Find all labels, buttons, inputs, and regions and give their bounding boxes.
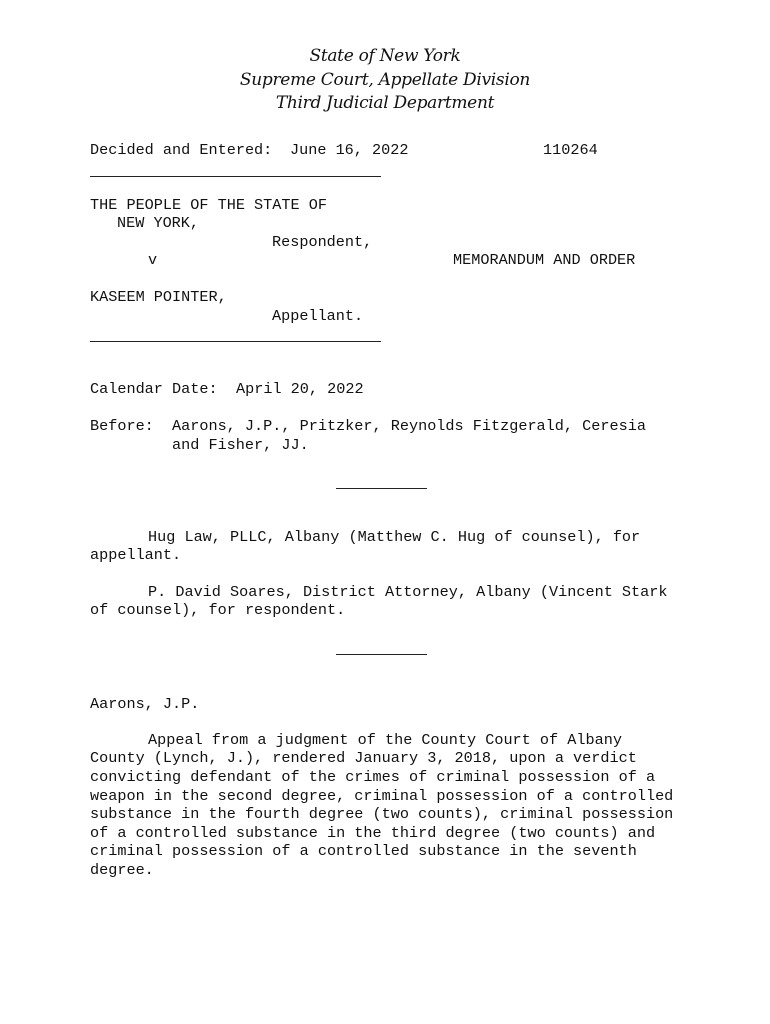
- versus: v: [148, 251, 158, 269]
- decided-date: June 16, 2022: [290, 141, 409, 159]
- court-name: Supreme Court, Appellate Division: [239, 70, 531, 90]
- calendar-label: Calendar Date:: [90, 380, 218, 398]
- opinion-line: convicting defendant of the crimes of criminal possession of a: [90, 768, 656, 786]
- party1-line1: THE PEOPLE OF THE STATE OF: [90, 196, 327, 214]
- court-department: Third Judicial Department: [275, 93, 495, 113]
- opinion-line: Appeal from a judgment of the County Court of Albany: [148, 731, 622, 749]
- opinion-line: County (Lynch, J.), rendered January 3, 2018, upon a verdict: [90, 749, 637, 767]
- party1-line2: NEW YORK,: [117, 214, 200, 232]
- before-justices-line2: and Fisher, JJ.: [172, 436, 309, 454]
- decided-label: Decided and Entered:: [90, 141, 273, 159]
- opinion-author: Aarons, J.P.: [90, 695, 200, 713]
- court-state: State of New York: [309, 46, 461, 66]
- opinion-line: of a controlled substance in the third degree (two counts) and: [90, 824, 656, 842]
- party2-name: KASEEM POINTER,: [90, 288, 227, 306]
- opinion-line: criminal possession of a controlled substance in the seventh: [90, 842, 637, 860]
- party1-role: Respondent,: [272, 233, 373, 251]
- opinion-line: substance in the fourth degree (two counts), criminal possession: [90, 805, 674, 823]
- caption-rule-bottom: [90, 341, 381, 342]
- respondent-counsel-line2: of counsel), for respondent.: [90, 601, 346, 619]
- before-label: Before:: [90, 417, 154, 435]
- party2-role: Appellant.: [272, 307, 364, 325]
- document-type: MEMORANDUM AND ORDER: [453, 251, 636, 269]
- docket-number: 110264: [543, 141, 598, 159]
- calendar-date: April 20, 2022: [236, 380, 364, 398]
- respondent-counsel-line1: P. David Soares, District Attorney, Albany (Vincent Stark: [148, 583, 668, 601]
- opinion-line: degree.: [90, 861, 154, 879]
- opinion-line: weapon in the second degree, criminal possession of a controlled: [90, 787, 674, 805]
- appellant-counsel-line2: appellant.: [90, 546, 182, 564]
- caption-rule-top: [90, 176, 381, 177]
- before-justices-line1: Aarons, J.P., Pritzker, Reynolds Fitzgerald, Ceresia: [172, 417, 646, 435]
- section-divider-2: [336, 654, 427, 655]
- appellant-counsel-line1: Hug Law, PLLC, Albany (Matthew C. Hug of counsel), for: [148, 528, 641, 546]
- section-divider-1: [336, 488, 427, 489]
